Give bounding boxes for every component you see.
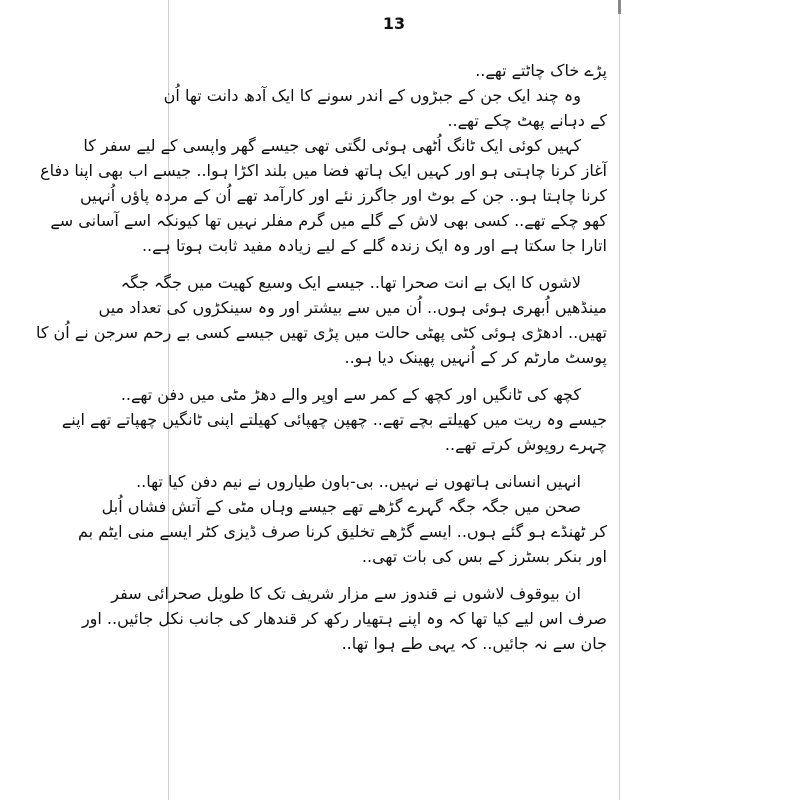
text-line: پڑے خاک چاٹتے تھے..: [475, 61, 607, 80]
text-line: کچھ کی ٹانگیں اور کچھ کے کمر سے اوپر والے دھڑ مٹی میں دفن تھے..: [120, 385, 581, 404]
text-line: ان بیوقوف لاشوں نے قندوز سے مزار شریف تک کا طویل صحرائی سفر: [111, 584, 581, 603]
text-line: انہیں انسانی ہاتھوں نے نہیں.. بی-باون طیاروں نے نیم دفن کیا تھا..: [136, 472, 581, 491]
page-number: 13: [382, 14, 406, 33]
text-line: صرف اس لیے کیا تھا کہ وہ اپنے ہتھیار رکھ کر قندھار کی جانب نکل جائیں.. اور: [81, 609, 607, 628]
text-line: کرنا چاہتا ہو.. جن کے بوٹ اور جاگرز نئے اور کارآمد تھے اُن کے مردہ پاؤں اُنہیں: [79, 186, 607, 205]
page-body-text: [35, 58, 607, 656]
text-line: کھو چکے تھے.. کسی بھی لاش کے گلے میں گرم مفلر نہیں تھا کیونکہ اسے آسانی سے: [50, 211, 607, 230]
text-line: وہ چند ایک جن کے جبڑوں کے اندر سونے کا ایک آدھ دانت تھا اُن: [163, 86, 581, 105]
text-line: کے دہانے پھٹ چکے تھے..: [447, 111, 607, 130]
text-line: اور بنکر بسٹرز کے بس کی بات تھی..: [361, 547, 607, 566]
text-line: اتارا جا سکتا ہے اور وہ ایک زندہ گلے کے لیے زیادہ مفید ثابت ہوتا ہے..: [141, 236, 607, 255]
text-line: جیسے وہ ریت میں کھیلتے بچے تھے.. چھپن چھپائی کھیلتے اپنی ٹانگیں چھپاتے تھے اپنے: [61, 410, 607, 429]
book-page: [35, 0, 620, 800]
text-line: جان سے نہ جائیں.. کہ یہی طے ہوا تھا..: [341, 634, 607, 653]
text-line: تھیں.. ادھڑی ہوئی کٹی پھٹی حالت میں پڑی تھیں جیسے کسی بے رحم سرجن نے اُن کا: [35, 323, 607, 342]
page-corner-mark: [618, 0, 621, 14]
text-line: کر ٹھنڈے ہو گئے ہوں.. ایسے گڑھے تخلیق کرنا صرف ڈیزی کٹر ایسے منی ایٹم بم: [78, 522, 607, 541]
text-line: صحن میں جگہ جگہ گہرے گڑھے تھے جیسے وہاں مٹی کے آتش فشاں اُبل: [101, 497, 581, 516]
text-line: آغاز کرنا چاہتی ہو اور کہیں ایک ہاتھ فضا میں بلند اکڑا ہوا.. جیسے اب بھی اپنا دفاع: [40, 161, 607, 180]
text-line: مینڈھیں اُبھری ہوئی ہوں.. اُن میں سے بیشتر اور وہ سینکڑوں کی تعداد میں: [98, 298, 607, 317]
text-line: لاشوں کا ایک بے انت صحرا تھا.. جیسے ایک وسیع کھیت میں جگہ جگہ: [120, 273, 581, 292]
text-line: پوسٹ مارٹم کر کے اُنہیں پھینک دیا ہو..: [344, 348, 607, 367]
text-line: کہیں کوئی ایک ٹانگ اُٹھی ہوئی لگتی تھی جیسے گھر واپسی کے لیے سفر کا: [83, 136, 581, 155]
text-line: چہرے روپوش کرتے تھے..: [444, 435, 607, 454]
